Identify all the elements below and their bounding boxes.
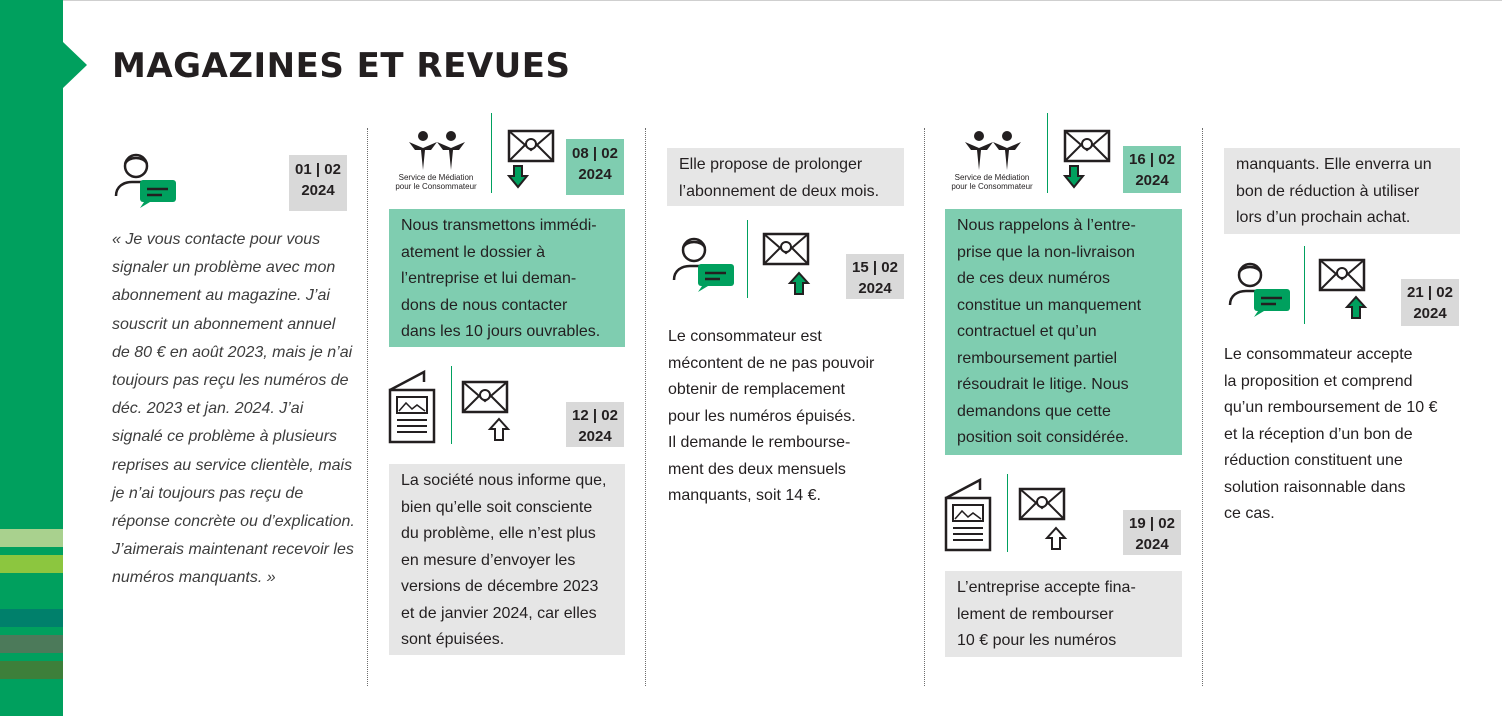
date-day: 01 | 02 — [295, 161, 341, 178]
arrow-up-icon — [1345, 296, 1367, 322]
date-day: 21 | 02 — [1407, 284, 1453, 301]
date-year: 2024 — [1135, 536, 1169, 553]
magazine-icon — [388, 370, 438, 444]
icon-separator — [1304, 246, 1305, 324]
consumer-speech-icon — [1224, 257, 1294, 315]
icon-separator — [1007, 474, 1008, 552]
date-badge — [566, 139, 624, 195]
date-year: 2024 — [858, 280, 892, 297]
stripe-dark-green — [0, 635, 63, 653]
mediation-label: Service de Médiation pour le Consommateur — [951, 173, 1033, 191]
company-response-box: La société nous informe que, bien qu’elle soit consciente du problème, elle n’est plus en mesure d’envoyer les versions de décembre 2023 et de janvier 2024, car elles sont épuisées. — [389, 464, 625, 655]
icon-separator — [491, 113, 492, 193]
date-day: 15 | 02 — [852, 259, 898, 276]
icon-separator — [747, 220, 748, 298]
magazine-icon — [944, 478, 994, 552]
date-year: 2024 — [301, 182, 335, 199]
top-rule — [63, 0, 1502, 1]
date-day: 16 | 02 — [1129, 151, 1175, 168]
arrow-down-icon — [1064, 166, 1084, 190]
page-title: MAGAZINES ET REVUES — [112, 46, 571, 86]
date-year: 2024 — [1135, 172, 1169, 189]
mediation-action-box: Nous transmettons immédi- atement le dossier à l’entreprise et lui deman- dons de nous contacter dans les 10 jours ouvrables. — [389, 209, 625, 347]
date-year: 2024 — [578, 428, 612, 445]
stripe-light-green — [0, 529, 63, 547]
mediation-label: Service de Médiation pour le Consommateur — [395, 173, 477, 191]
date-year: 2024 — [578, 166, 612, 183]
consumer-reply-text: Le consommateur est mécontent de ne pas pouvoir obtenir de remplacement pour les numéros épuisés. Il demande le rembourse- ment des deux mensuels manquants, soit 14 €. — [668, 328, 875, 504]
company-proposal-box: Elle propose de prolonger l’abonnement de deux mois. — [667, 148, 904, 206]
arrow-down-icon — [508, 166, 528, 190]
mediation-reminder-box: Nous rappelons à l’entre- prise que la non-livraison de ces deux numéros constitue un manquement contractuel et qu’un remboursement partiel résoudrait le litige. Nous demandons que cette position soit considérée. — [945, 209, 1182, 455]
mediation-people-icon — [963, 130, 1023, 172]
company-acceptance-continued-box: manquants. Elle enverra un bon de réduction à utiliser lors d’un prochain achat. — [1224, 148, 1460, 234]
icon-separator — [451, 366, 452, 444]
stripe-olive — [0, 661, 63, 679]
mediation-people-icon — [407, 130, 467, 172]
consumer-speech-icon — [110, 148, 180, 206]
consumer-speech-icon — [668, 232, 738, 290]
date-badge — [566, 402, 624, 447]
arrow-up-icon — [488, 418, 510, 442]
column-divider — [645, 128, 646, 686]
date-year: 2024 — [1413, 305, 1447, 322]
arrow-up-icon — [1045, 527, 1067, 553]
column-divider — [1202, 128, 1203, 686]
stripe-green — [0, 555, 63, 573]
date-badge — [1123, 510, 1181, 555]
date-day: 08 | 02 — [572, 145, 618, 162]
date-badge — [1123, 146, 1181, 193]
column-divider — [924, 128, 925, 686]
date-badge — [1401, 279, 1459, 326]
arrow-up-icon — [788, 272, 810, 298]
stripe-teal — [0, 609, 63, 627]
date-badge — [846, 254, 904, 299]
date-day: 19 | 02 — [1129, 515, 1175, 532]
company-acceptance-box: L’entreprise accepte fina- lement de rembourser 10 € pour les numéros — [945, 571, 1182, 657]
column-divider — [367, 128, 368, 686]
date-day: 12 | 02 — [572, 407, 618, 424]
date-badge — [289, 155, 347, 211]
title-arrow-marker — [63, 42, 87, 88]
icon-separator — [1047, 113, 1048, 193]
consumer-quote: « Je vous contacte pour vous signaler un problème avec mon abonnement au magazine. J’ai souscrit un abonnement annuel de 80 € en août 2023, mais je n’ai toujours pas reçu les numéros de déc. 2023 et jan. 2024. J’ai signalé ce problème à plusieurs reprises au service clientèle, mais je n’ai toujours pas reçu de réponse concrète ou d’explication. J’aimerais maintenant recevoir les numéros manquants. » — [112, 231, 355, 587]
consumer-acceptance-text: Le consommateur accepte la proposition et comprend qu’un remboursement de 10 € et la réception d’un bon de réduction constituent une solution raisonnable dans ce cas. — [1224, 346, 1438, 522]
